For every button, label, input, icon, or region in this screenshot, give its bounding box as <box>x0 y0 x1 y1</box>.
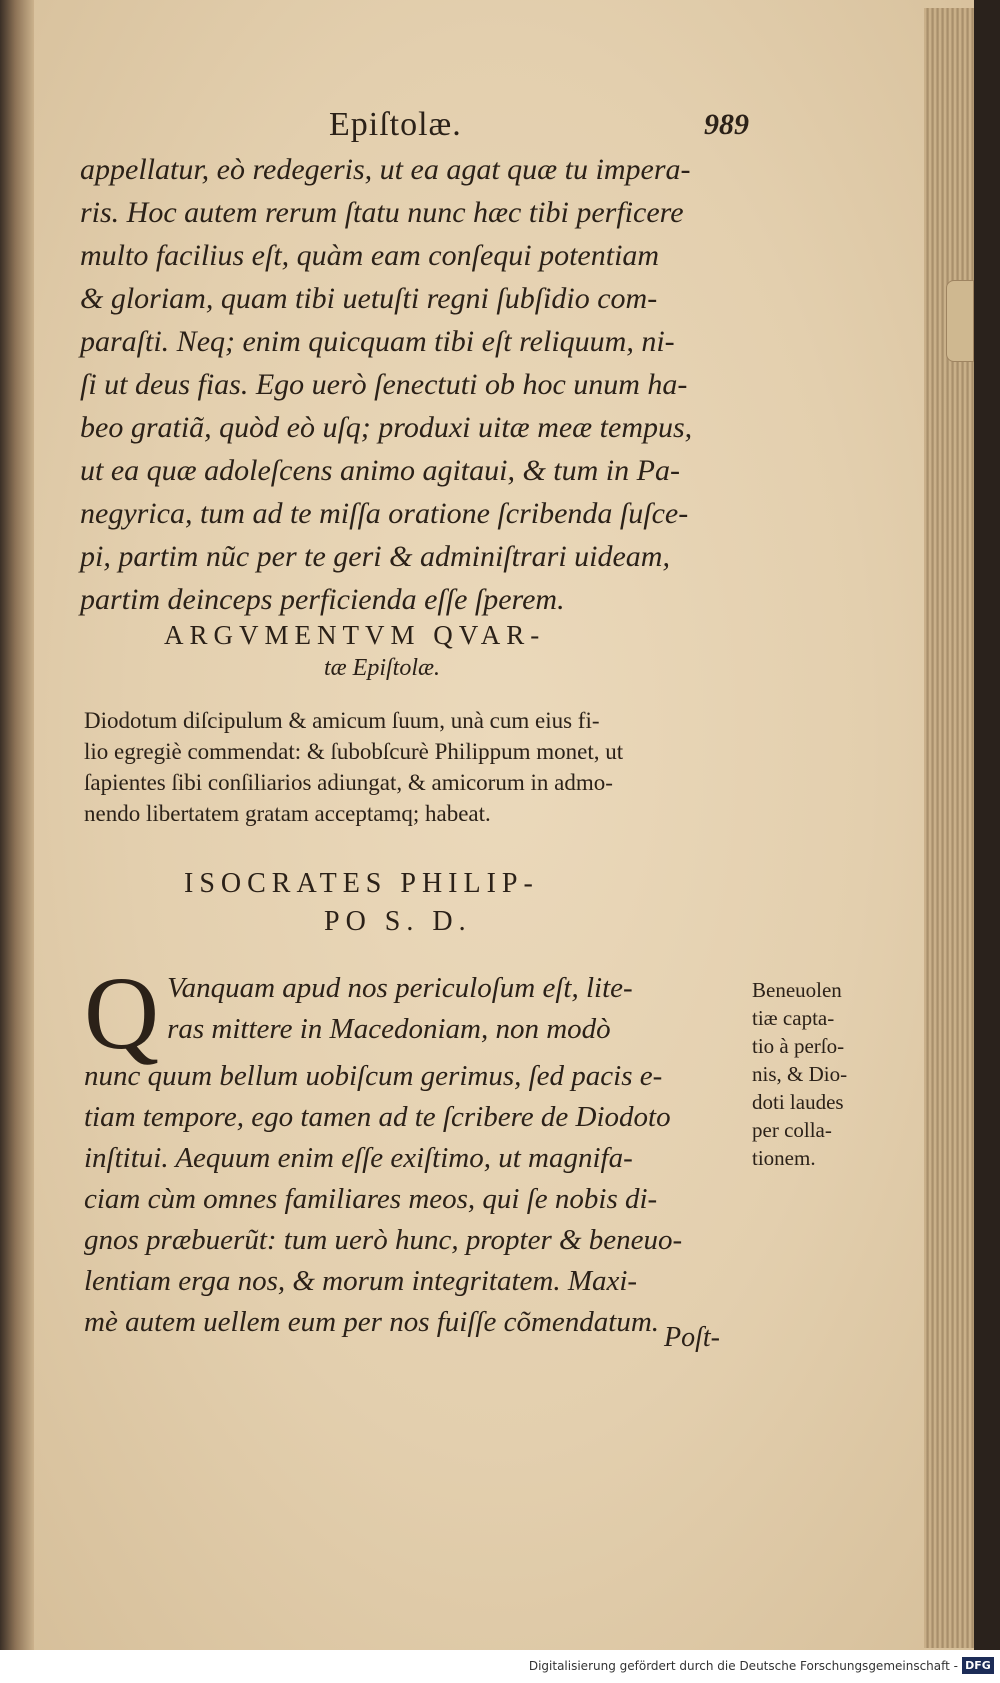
text-line: paraſti. Neq; enim quicquam tibi eſt reliquum, ni- <box>80 325 675 358</box>
marginal-line: Beneuolen <box>752 978 842 1002</box>
marginal-line: tio à perſo- <box>752 1034 845 1058</box>
letter-line: nunc quum bellum uobiſcum gerimus, ſed pacis e- <box>84 1060 663 1092</box>
letter-body <box>84 956 744 1343</box>
catchword: Poſt- <box>664 1322 720 1353</box>
letter-line: ras mittere in Macedoniam, non modò <box>167 1013 611 1045</box>
salutation-line1: ISOCRATES PHILIP- <box>184 868 539 899</box>
text-line: ut ea quæ adoleſcens animo agitaui, & tum in Pa- <box>80 454 680 487</box>
footer-credit: Digitalisierung gefördert durch die Deutsche Forschungsgemeinschaft - <box>528 1659 958 1673</box>
letter-line: Vanquam apud nos periculoſum eſt, lite- <box>167 972 633 1004</box>
summary-line: lio egregiè commendat: & ſubobſcurè Philippum monet, ut <box>84 739 624 764</box>
running-header <box>329 106 749 152</box>
letter-line: ciam cùm omnes familiares meos, qui ſe nobis di- <box>84 1183 658 1215</box>
digitization-footer <box>0 1650 1000 1683</box>
marginal-line: per colla- <box>752 1118 832 1142</box>
text-line: multo facilius eſt, quàm eam conſequi potentiam <box>80 239 660 272</box>
summary-line: nendo libertatem gratam acceptamq; habeat. <box>84 801 491 826</box>
text-line: partim deinceps perficienda eſſe ſperem. <box>80 583 565 616</box>
letter-line: lentiam erga nos, & morum integritatem. Maxi- <box>84 1265 638 1297</box>
page-edges <box>924 8 974 1648</box>
salutation <box>184 868 744 938</box>
dfg-logo-icon: DFG <box>962 1657 994 1674</box>
marginal-line: nis, & Dio- <box>752 1062 848 1086</box>
book-gutter <box>0 0 34 1650</box>
text-line: appellatur, eò redegeris, ut ea agat quæ tu impera- <box>80 153 691 186</box>
salutation-line2: PO S. D. <box>324 906 472 937</box>
letter-line: inſtitui. Aequum enim eſſe exiſtimo, ut magnifa- <box>84 1142 633 1174</box>
argument-heading-line1: ARGVMENTVM QVAR- <box>164 620 546 650</box>
summary-line: ſapientes ſibi conſiliarios adiungat, & amicorum in admo- <box>84 770 613 795</box>
page-tab-marker <box>946 280 974 362</box>
argument-heading-line2: tæ Epiſtolæ. <box>324 655 441 681</box>
text-line: pi, partim nũc per te geri & adminiſtrari uideam, <box>80 540 670 573</box>
letter-line: tiam tempore, ego tamen ad te ſcribere de Diodoto <box>84 1101 671 1133</box>
marginal-line: doti laudes <box>752 1090 844 1114</box>
text-line: ris. Hoc autem rerum ſtatu nunc hæc tibi perficere <box>80 196 684 229</box>
summary-line: Diodotum diſcipulum & amicum ſuum, unà cum eius fi- <box>84 708 600 733</box>
letter-line: mè autem uellem eum per nos fuiſſe cõmendatum. <box>84 1306 660 1338</box>
book-page <box>24 0 974 1650</box>
argument-summary <box>84 705 744 829</box>
marginal-note <box>752 976 872 1172</box>
header-title: Epiſtolæ. <box>329 106 462 143</box>
letter-line: gnos præbuerũt: tum uerò hunc, propter & beneuo- <box>84 1224 683 1256</box>
continued-text <box>80 148 740 621</box>
argument-heading <box>164 620 724 682</box>
drop-cap: Q <box>84 956 160 1071</box>
marginal-line: tiæ capta- <box>752 1006 835 1030</box>
page-number: 989 <box>704 108 749 141</box>
marginal-line: tionem. <box>752 1146 816 1170</box>
text-line: negyrica, tum ad te miſſa oratione ſcribenda ſuſce- <box>80 497 689 530</box>
text-line: beo gratiã, quòd eò uſq; produxi uitæ meæ tempus, <box>80 411 693 444</box>
text-line: & gloriam, quam tibi uetuſti regni ſubſidio com- <box>80 282 658 315</box>
text-line: ſi ut deus fias. Ego uerò ſenectuti ob hoc unum ha- <box>80 368 688 401</box>
